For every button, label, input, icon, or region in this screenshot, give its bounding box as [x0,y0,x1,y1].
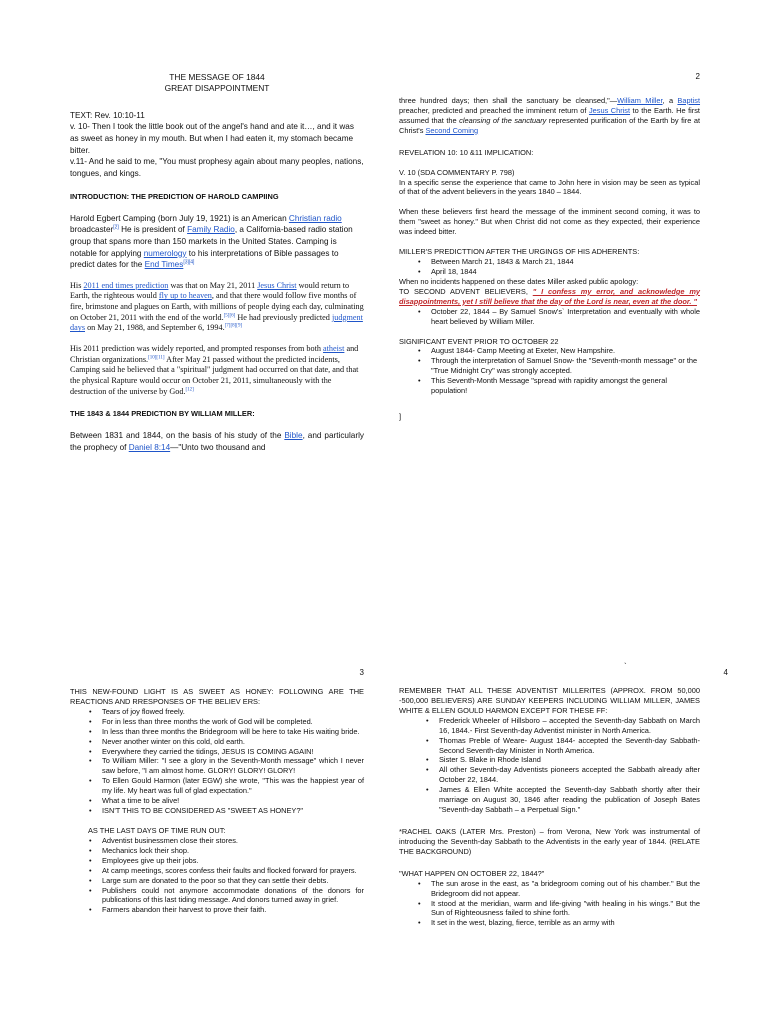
baptist-link[interactable]: Baptist [677,96,701,105]
continued-text-e: represented purification of the Earth by fire at Christ's [399,115,701,135]
stray-tick-mark: ` [624,662,627,671]
millerites-paragraph: REMEMBER THAT ALL THESE ADVENTIST MILLERITES (APPROX. FROM 50,000 -500,000 BELIEVERS) ARE SUNDAY KEEPERS INCLUDING WILLIAM MILLER, JAMES WHITE & ELLEN GOULD HARMON EXCEPT FOR THESE FF: [399,686,700,715]
list-item: • This Seventh-Month Message "spread with rapidity amongst the general population! [431,376,700,396]
intro-heading: INTRODUCTION: THE PREDICTION OF HAROLD CAMPIING [70,191,279,201]
william-miller-link[interactable]: William Miller [617,96,663,105]
reference-link[interactable]: [12] [185,386,194,392]
what-happened-heading: "WHAT HAPPEN ON OCTOBER 22, 1844?" [399,868,545,878]
camping-text-a: Harold Egbert Camping (born July 19, 1921) is an American [70,213,289,223]
camping-text-e: to his interpretations of Bible passages to predict dates for the [70,248,339,270]
end-times-link[interactable]: End Times [144,260,184,270]
page-4-content [399,640,700,928]
reference-link[interactable]: [10][11] [148,355,165,361]
family-radio-link[interactable]: Family Radio [187,225,235,235]
prediction-paragraph [70,281,364,334]
apology-to: TO SECOND ADVENT BELIEVERS, [399,286,533,296]
stray-bracket: ] [399,412,402,422]
jesus-christ-link[interactable]: Jesus Christ [257,280,297,290]
rachel-oaks-paragraph: *RACHEL OAKS (LATER Mrs. Preston) – from Verona, New York was instrumental of introducing the Seventh-day Sabbath to the Adventists in the early year of 1844. (RELATE THE BACKGROUND) [399,826,700,856]
between-text-b: , and particularly the prophecy of [70,431,364,452]
responses-text-c: After May 21 passed without the predicted incidents, Camping said he believed that a "spiritual" judgment had occurred on that date, and that the physical Rapture would occur on October 21, 2011, simultaneously with the destruction of the universe by God. [70,354,359,396]
responses-text-a: His 2011 prediction was widely reported, and prompted responses from both [70,344,324,354]
last-days-list [70,836,364,915]
list-item: • It stood at the meridian, warm and life-giving "with healing in his wings." But the Sun of Righteousness failed to shine forth. [431,899,700,919]
page-gap [0,512,768,640]
list-item: • At camp meetings, scores confess their faults and flocked forward for prayers. [102,866,364,876]
camping-text-c: He is president of [118,225,188,235]
page-3-content [70,640,364,915]
christian-radio-link[interactable]: Christian radio [288,213,342,223]
prediction-text-c: would return to Earth, the righteous would [70,280,350,301]
list-item: • To William Miller: "I see a glory in the Seventh-Month message" which I never saw before, "I am almost home. GLORY! GLORY! GLORY! [102,756,364,776]
camping-paragraph [70,213,364,271]
reference-link[interactable]: [5][6] [223,313,236,319]
list-item: • Everywhere they carried the tidings, JESUS IS COMING AGAIN! [102,747,364,757]
list-item: • Through the interpretation of Samuel Snow- the "Seventh-month message" or the "True Midnight Cry" was strongly accepted. [431,356,700,376]
revelation-heading: REVELATION 10: 10 &11 IMPLICATION: [399,147,534,157]
between-text-c: —"Unto two thousand and [170,442,266,452]
list-item: • The sun arose in the east, as "a bridegroom coming out of his chamber." But the Bridegroom did not appear. [431,879,700,899]
list-item: • Never another winter on this cold, old earth. [102,737,364,747]
list-item: • Large sum are donated to the poor so that they can settle their debts. [102,876,364,886]
page-1-content [70,0,364,454]
list-item: • October 22, 1844 – By Samuel Snow's` Interpretation and eventually with whole heart believed by William Miller. [431,307,700,327]
prediction-text-b: was that on May 21, 2011 [168,280,258,290]
prediction-text-f: on May 21, 1988, and September 6, 1994. [85,323,225,333]
jesus-christ-link[interactable]: Jesus Christ [588,105,631,115]
document-page-1 [0,0,384,512]
bible-link[interactable]: Bible [284,431,303,441]
list-item: • ISN'T THIS TO BE CONSIDERED AS "SWEET AS HONEY?" [102,806,364,816]
list-item: • Employees give up their jobs. [102,856,364,866]
document-page-4 [384,640,768,1024]
list-item: • Sister S. Blake in Rhode Island [439,755,700,765]
miller-continued-paragraph [399,96,700,136]
reference-link[interactable]: [2] [113,224,119,231]
fly-up-to-heaven-link[interactable]: fly up to heaven [158,291,212,301]
list-item: • April 18, 1844 [431,267,700,277]
list-item: • In less than three months the Bridegroom will be here to take His waiting bride. [102,727,364,737]
apology-quote: " I confess my error, and acknowledge my disappointments, yet I still believe that the day of the Lord is near, even at the door. " [399,286,700,306]
believer-reactions-list [70,707,364,816]
list-item: • Thomas Preble of Weare- August 1844- accepted the Seventh-day Sabbath- Second Seventh-day Minister in North America. [439,736,700,756]
list-item: • All other Seventh-day Adventists pioneers accepted the Sabbath already after October 22, 1844. [439,765,700,785]
list-item: • What a time to be alive! [102,796,364,806]
text-reference: TEXT: Rev. 10:10-11 [70,110,145,120]
second-coming-link[interactable]: Second Coming [425,125,479,135]
responses-paragraph [70,344,364,397]
page-number: 2 [695,72,700,81]
sabbath-keepers-list [399,716,700,815]
continued-text-c: preacher, predicted and preached the imminent return of [399,105,589,115]
list-item: • Between March 21, 1843 & March 21, 1844 [431,257,700,267]
list-item: • James & Ellen White accepted the Seventh-day Sabbath shortly after their marriage on August 30, 1846 after reading the publication of Joseph Bates "Seventh-day Sabbath – a Perpetual Sign." [439,785,700,815]
prediction-text-d: , and that there would follow five months of fire, brimstone and plagues on Earth, with millions of people dying each day, culminating on October 21, 2011 with the end of the world. [70,291,364,322]
end-times-prediction-link[interactable]: 2011 end times prediction [83,280,169,290]
list-item: • Adventist businessmen close their stores. [102,836,364,846]
list-item: • For in less than three months the work of God will be completed. [102,717,364,727]
list-item: • Publishers could not anymore accommodate donations of the donors for publications of this last tiding message. And donors turned away in grief. [102,886,364,906]
daniel-link[interactable]: Daniel 8:14 [128,442,171,452]
significant-event-heading: SIGNIFICANT EVENT PRIOR TO OCTOBER 22 [399,336,559,346]
continued-italic: cleansing of the sanctuary [459,115,547,125]
list-item: • Mechanics lock their shop. [102,846,364,856]
prediction-dates-list [399,257,700,277]
document-title [70,72,364,94]
responses-text-b: and Christian organizations. [70,344,359,364]
continued-text-d: to the Earth. He first assumed that the [399,105,700,125]
list-item: • Frederick Wheeler of Hillsboro – accepted the Seventh-day Sabbath on March 16, 1844.- First Seventh-day Adventist minister in North America. [439,716,700,736]
page-number: 4 [723,668,728,677]
numerology-link[interactable]: numerology [143,248,187,258]
apology-intro: When no incidents happened on these dates Miller asked public apology: [399,276,639,286]
page-2-content [399,0,700,422]
list-item: • To Ellen Gould Harmon (later EGW) she wrote, "This was the happiest year of my life. My heart was full of glad expectation." [102,776,364,796]
verse-11: v.11- And he said to me, "You must prophesy again about many peoples, nations, tongues, and kings. [70,157,364,179]
between-paragraph [70,430,364,453]
significant-events-list [399,346,700,396]
atheist-link[interactable]: atheist [323,344,345,354]
reference-link[interactable]: [7][8][9] [224,323,243,329]
continued-text-a: three hundred days; then shall the sanctuary be cleansed,"— [399,96,618,105]
judgment-days-link[interactable]: judgment days [70,312,363,333]
page-number: 3 [359,668,364,677]
millers-prediction-heading: MILLER'S PREDICTTION AFTER THE URGINGS OF HIS ADHERENTS: [399,247,640,257]
prediction-text-a: His [70,280,84,290]
camping-text-b: broadcaster [70,225,114,235]
continued-text-b: , a [662,96,678,105]
sda-commentary-text: In a specific sense the experience that came to John here in vision may be seen as typical of that of the advent believers in the years 1840 – 1844. [399,177,700,197]
october-22-events-list [399,879,700,929]
october-22-list [399,307,700,327]
title-line-2: GREAT DISAPPOINTMENT [164,82,270,93]
prediction-text-e: He had previously predicted [235,312,332,322]
document-page-2 [384,0,768,512]
between-text-a: Between 1831 and 1844, on the basis of his study of the [70,431,285,441]
sweet-as-honey-heading: THIS NEW-FOUND LIGHT IS AS SWEET AS HONEY: FOLLOWING ARE THE REACTIONS AND RRESPONSES OF THE BELIEV ERS: [70,687,364,706]
list-item: • Tears of joy flowed freely. [102,707,364,717]
last-days-heading: AS THE LAST DAYS OF TIME RUN OUT: [88,825,226,835]
title-line-1: THE MESSAGE OF 1844 [169,72,265,82]
believers-paragraph: When these believers first heard the message of the imminent second coming, it was to them "sweet as honey." But when Christ did not come as they expected, their experience was indeed bitter. [399,207,700,237]
reference-link[interactable]: [3][4] [183,259,195,266]
verse-10: v. 10- Then I took the little book out of the angel's hand and ate it…, and it was as sweet as honey in my mouth. But when I had eaten it, my stomach became bitter. [70,122,354,155]
list-item: • It set in the west, blazing, fierce, terrible as an army with [431,918,700,928]
list-item: • August 1844- Camp Meeting at Exeter, New Hampshire. [431,346,700,356]
camping-text-d: , a California-based radio station group that spans more than 150 markets in the United States. Camping is notable for applying [70,225,353,258]
sda-commentary-label: V. 10 (SDA COMMENTARY P. 798) [399,167,515,177]
miller-heading: THE 1843 & 1844 PREDICTION BY WILLIAM MILLER: [70,409,255,419]
list-item: • Farmers abandon their harvest to prove their faith. [102,905,364,915]
apology-paragraph [399,287,700,307]
document-page-3 [0,640,384,1024]
